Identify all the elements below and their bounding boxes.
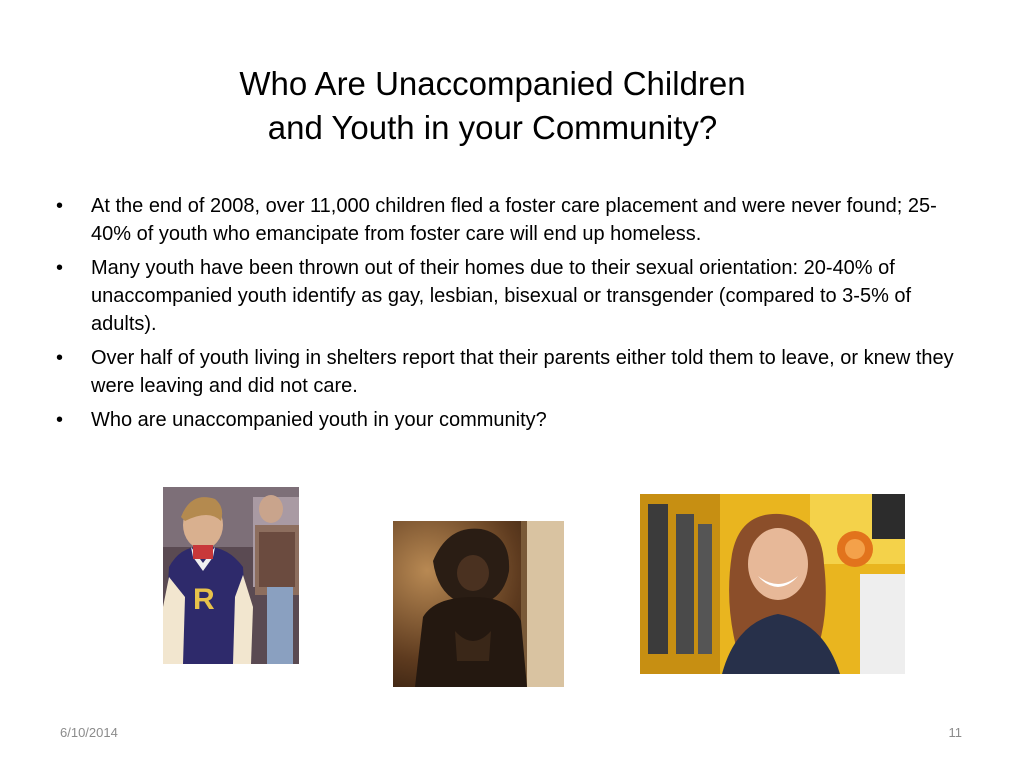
- bullet-dot: •: [56, 195, 64, 217]
- bullet-item: [56, 254, 956, 338]
- photo-girl-school-bus: [640, 494, 905, 674]
- slide-number: 11: [948, 725, 962, 740]
- bullet-dot: •: [56, 257, 64, 279]
- bullet-text: Many youth have been thrown out of their homes due to their sexual orientation: 20-40% of unaccompanied youth identify as gay, lesbian, bisexual or transgender (compared to 3-5% of adults).: [91, 257, 912, 335]
- footer-date: 6/10/2014: [60, 725, 118, 740]
- bullet-dot: •: [56, 409, 64, 431]
- bullet-list: [56, 192, 956, 440]
- bullet-dot: •: [56, 347, 64, 369]
- bullet-text: Over half of youth living in shelters report that their parents either told them to leave, or knew they were leaving and did not care.: [91, 347, 954, 397]
- bullet-text: Who are unaccompanied youth in your community?: [91, 409, 547, 431]
- photo-hooded-youth: [393, 521, 564, 687]
- title-line-1: Who Are Unaccompanied Children: [239, 65, 746, 102]
- bullet-item: [56, 344, 956, 400]
- bullet-item: [56, 192, 956, 248]
- bullet-item: [56, 406, 956, 434]
- slide-title: [120, 62, 865, 150]
- photo-teen-letter-jacket: [163, 487, 299, 664]
- jacket-letter: R: [193, 583, 215, 616]
- title-line-2: and Youth in your Community?: [267, 109, 718, 146]
- bullet-text: At the end of 2008, over 11,000 children fled a foster care placement and were never found; 25-40% of youth who emancipate from foster care will end up homeless.: [91, 195, 937, 245]
